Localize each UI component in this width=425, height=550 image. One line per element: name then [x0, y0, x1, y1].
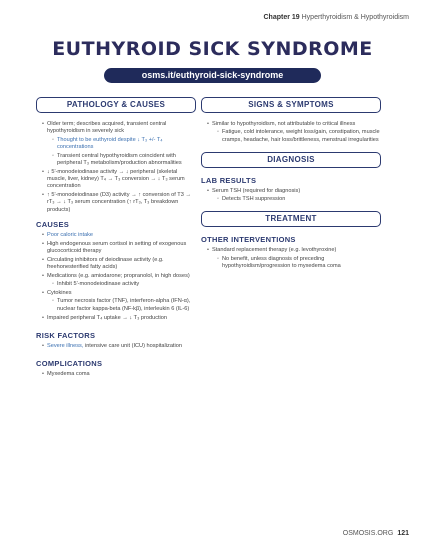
list-item: • ↑ 5'-monodeiodinase (D3) activity → ↑ conversion of T3 → rT₃ → ↓ T₃ serum concentration (↑ rT₃, T₃ breakdown products) — [42, 192, 196, 214]
list-item: • High endogenous serum cortisol in setting of exogenous glucocorticoid therapy — [42, 241, 196, 256]
pathology-header: PATHOLOGY & CAUSES — [36, 97, 196, 113]
causes-heading: CAUSES — [36, 220, 70, 230]
sub-list — [212, 129, 381, 144]
signs-symptoms-header: SIGNS & SYMPTOMS — [201, 97, 381, 113]
sub-list-item: ◦ Detects TSH suppression — [217, 196, 381, 203]
left-column — [36, 97, 196, 380]
sub-list — [212, 196, 381, 203]
sub-list — [47, 281, 196, 288]
pathology-list — [36, 121, 196, 214]
url-link[interactable]: osms.it/euthyroid-sick-syndrome — [104, 68, 321, 83]
list-item — [42, 343, 196, 350]
lab-results-list — [201, 188, 381, 204]
sub-list — [47, 298, 196, 313]
list-item — [42, 290, 196, 313]
list-item-text: Older term; describes acquired, transient central hypothyroidism in severely sick — [47, 121, 167, 135]
sub-list — [212, 256, 381, 271]
sub-list-item: ◦ Inhibit 5'-monodeiodinase activity — [52, 281, 196, 288]
list-item: • ↓ 5'-monodeiodinase activity → ↓ peripheral (skeletal muscle, liver, kidney) T₄ → T₃ conversion → ↓ T₃ serum concentration — [42, 169, 196, 191]
list-item: • Circulating inhibitors of deiodinase activity (e.g. freehonesterified fatty acids) — [42, 257, 196, 272]
list-item-text: intensive care unit (ICU) hospitalization — [83, 342, 182, 349]
complications-heading: COMPLICATIONS — [36, 359, 103, 369]
risk-factors-list — [36, 343, 196, 350]
list-item-text: Medications (e.g. amiodarone; propranolol, in high doses) — [47, 273, 190, 280]
treatment-header: TREATMENT — [201, 211, 381, 227]
causes-list — [36, 232, 196, 322]
sub-list — [47, 137, 196, 168]
complications-list — [36, 371, 196, 378]
sub-list-item: ◦ Thought to be euthyroid despite ↓ T₃ +/- T₄ concentrations — [52, 137, 196, 152]
other-interventions-heading: OTHER INTERVENTIONS — [201, 235, 296, 245]
page-footer — [343, 530, 409, 537]
page-number: 121 — [397, 530, 409, 537]
list-item-text: Cytokines — [47, 290, 72, 297]
list-item-text: Standard replacement therapy (e.g. levothyroxine) — [212, 247, 337, 254]
list-item: • Poor caloric intake — [42, 232, 196, 239]
list-item — [207, 188, 381, 204]
list-item — [207, 247, 381, 270]
page-title: EUTHYROID SICK SYNDROME — [52, 38, 373, 60]
list-item: • Myxedema coma — [42, 371, 196, 378]
chapter-title: Hyperthyroidism & Hypothyroidism — [301, 14, 409, 21]
list-item-text: Serum TSH (required for diagnosis) — [212, 187, 301, 194]
sub-list-item: ◦ Transient central hypothyroidism coincident with peripheral T₃ metabolism/production abnormalities — [52, 153, 196, 168]
right-column — [201, 97, 381, 272]
signs-list — [201, 121, 381, 144]
list-item — [42, 121, 196, 167]
list-item — [207, 121, 381, 144]
risk-factors-heading: RISK FACTORS — [36, 330, 96, 340]
chapter-number: Chapter 19 — [263, 14, 300, 21]
highlighted-term: Severe illness, — [47, 342, 84, 349]
sub-list-item: ◦ Tumor necrosis factor (TNF), interferon-alpha (IFN-α), nuclear factor kappa-beta (NF-kβ), interleukin 6 (IL-6) — [52, 298, 196, 313]
list-item: • Impaired peripheral T₄ uptake → ↓ T₃ production — [42, 315, 196, 322]
sub-list-item: ◦ No benefit, unless diagnosis of preceding hypothyroidism/progression to myxedema coma — [217, 256, 381, 271]
other-interventions-list — [201, 247, 381, 270]
site-name: OSMOSIS.ORG — [342, 530, 394, 537]
sub-list-item: ◦ Fatigue, cold intolerance, weight loss/gain, constipation, muscle cramps, headache, hair loss/brittleness, menstrual irregularities — [217, 129, 381, 144]
chapter-header — [263, 14, 409, 21]
diagnosis-header: DIAGNOSIS — [201, 152, 381, 168]
list-item — [42, 273, 196, 289]
list-item-text: Similar to hypothyroidism, not attributable to critical illness — [212, 121, 356, 127]
lab-results-heading: LAB RESULTS — [201, 175, 257, 185]
